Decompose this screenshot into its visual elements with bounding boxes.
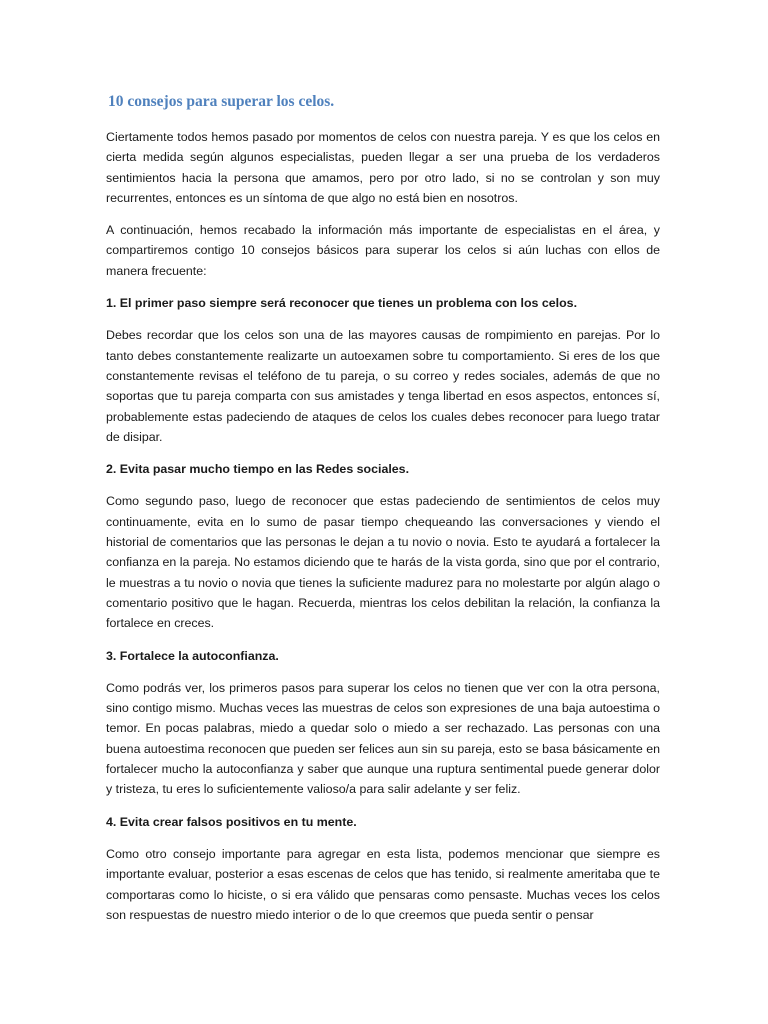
section-heading-3: 3. Fortalece la autoconfianza. bbox=[106, 648, 279, 663]
document-page bbox=[106, 92, 660, 925]
section-paragraph-4: Como otro consejo importante para agregar en esta lista, podemos mencionar que siempre es importante evaluar, posterior a esas escenas de celos que has tenido, si realmente ameritaba que te comportaras como lo hiciste, o si era válido que pensaras como pensaste. Muchas veces los celos son respuestas de nuestro miedo interior o de lo que creemos que pueda sentir o pensar bbox=[106, 846, 660, 922]
section-heading-2: 2. Evita pasar mucho tiempo en las Redes sociales. bbox=[106, 462, 410, 477]
document-title: 10 consejos para superar los celos. bbox=[108, 93, 335, 110]
section-heading-1: 1. El primer paso siempre será reconocer que tienes un problema con los celos. bbox=[106, 296, 578, 311]
intro-paragraph-1: Ciertamente todos hemos pasado por momentos de celos con nuestra pareja. Y es que los celos en cierta medida según algunos especialistas, pueden llegar a ser una prueba de los verdaderos sentimientos hacia la persona que amamos, pero por otro lado, si no se controlan y son muy recurrentes, entonces es un síntoma de que algo no está bien en nosotros. bbox=[106, 130, 660, 205]
section-paragraph-3: Como podrás ver, los primeros pasos para superar los celos no tienen que ver con la otra persona, sino contigo mismo. Muchas veces las muestras de celos son expresiones de una baja autoestima o temor. En pocas palabras, miedo a quedar solo o miedo a ser rechazado. Las personas con una buena autoestima reconocen que pueden ser felices aun sin su pareja, esto se basa básicamente en fortalecer mucho la autoconfianza y saber que aunque una ruptura sentimental puede generar dolor y tristeza, tu eres lo suficientemente valioso/a para salir adelante y ser feliz. bbox=[106, 680, 660, 797]
intro-paragraph-2: A continuación, hemos recabado la información más importante de especialistas en el área, y compartiremos contigo 10 consejos básicos para superar los celos si aún luchas con ellos de manera frecuente: bbox=[106, 223, 660, 278]
section-paragraph-1: Debes recordar que los celos son una de las mayores causas de rompimiento en parejas. Por lo tanto debes constantemente realizarte un autoexamen sobre tu comportamiento. Si eres de los que constantemente revisas el teléfono de tu pareja, o su correo y redes sociales, además de que no soportas que tu pareja comparta con sus amistades y tenga libertad en esos aspectos, entonces sí, probablemente estas padeciendo de ataques de celos los cuales debes reconocer para luego tratar de disipar. bbox=[106, 328, 660, 444]
section-heading-4: 4. Evita crear falsos positivos en tu mente. bbox=[106, 814, 357, 829]
section-paragraph-2: Como segundo paso, luego de reconocer que estas padeciendo de sentimientos de celos muy continuamente, evita en lo sumo de pasar tiempo chequeando las conversaciones y viendo el historial de comentarios que las personas le dejan a tu novio o novia. Esto te ayudará a fortalecer la confianza en la pareja. No estamos diciendo que te harás de la vista gorda, sino que por el contrario, le muestras a tu novio o novia que tienes la suficiente madurez para no molestarte por algún alago o comentario positivo que le hagan. Recuerda, mientras los celos debilitan la relación, la confianza la fortalece en creces. bbox=[106, 494, 660, 631]
